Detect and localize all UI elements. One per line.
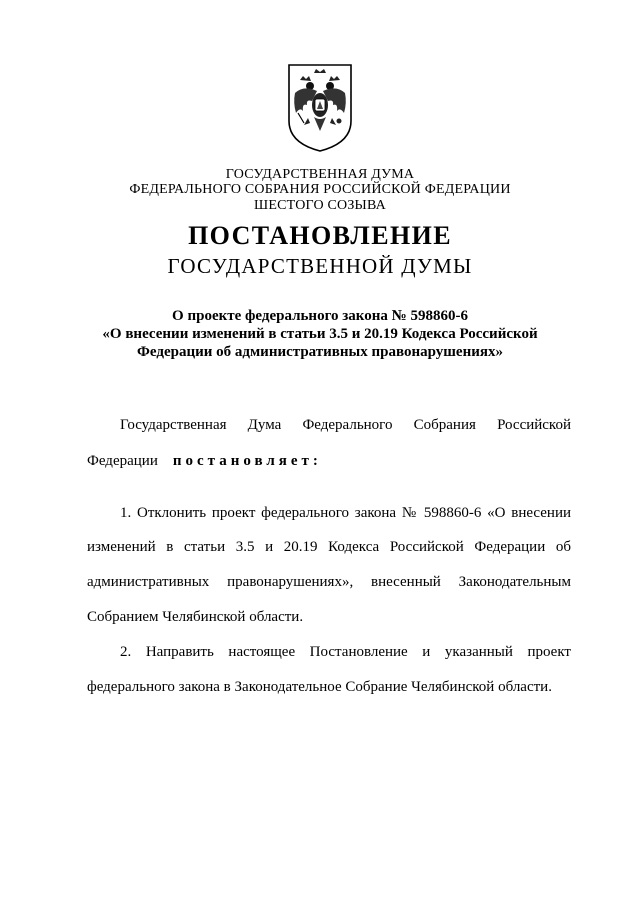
item-1-line-2: изменений в статьи 3.5 и 20.19 Кодекса Российской Федерации об [87,539,571,555]
preamble-federation-word: Федерации [87,453,158,469]
item-1-line-1: 1. Отклонить проект федерального закона № 598860-6 «О внесении [120,505,571,521]
item-2-line-1: 2. Направить настоящее Постановление и указанный проект [120,644,571,660]
preamble-line-1: Государственная Дума Федерального Собрания Российской [120,417,571,433]
item-2-line-2: федерального закона в Законодательное Собрание Челябинской области. [87,679,552,695]
coat-of-arms-icon [286,63,354,153]
preamble-line-2 [87,452,571,470]
subject-line-2: «О внесении изменений в статьи 3.5 и 20.19 Кодекса Российской [102,326,538,342]
convocation-line: ШЕСТОГО СОЗЫВА [254,198,386,213]
item-1-line-4: Собранием Челябинской области. [87,609,304,625]
document-type-title: ПОСТАНОВЛЕНИЕ [188,221,452,250]
subject-line-1: О проекте федерального закона № 598860-6 [172,308,468,324]
document-issuer: ГОСУДАРСТВЕННОЙ ДУМЫ [167,254,473,278]
item-1-line-3: административных правонарушениях», внесенный Законодательным [87,574,571,590]
org-name-line-1: ГОСУДАРСТВЕННАЯ ДУМА [225,167,415,182]
subject-line-3: Федерации об административных правонарушениях» [137,344,503,360]
org-name-line-2: ФЕДЕРАЛЬНОГО СОБРАНИЯ РОССИЙСКОЙ ФЕДЕРАЦИИ [129,182,511,197]
resolution-verb: постановляет: [172,453,322,469]
